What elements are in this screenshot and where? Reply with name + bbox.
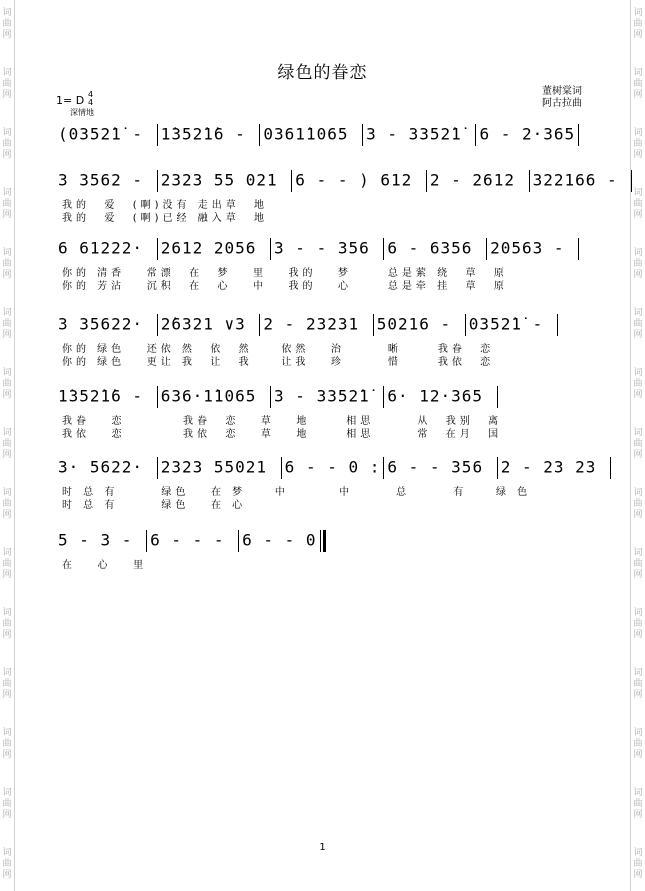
measure: 3 35622· [58, 314, 154, 334]
watermark-char: 网 [2, 450, 12, 460]
bar-line [362, 124, 363, 146]
watermark-block [0, 548, 14, 581]
bar-line [383, 238, 384, 260]
bar-line [157, 170, 158, 192]
watermark-char: 网 [2, 690, 12, 700]
watermark-char: 曲 [2, 559, 12, 569]
watermark-char: 曲 [633, 319, 643, 329]
watermark-char: 词 [2, 248, 12, 258]
watermark-char: 曲 [2, 259, 12, 269]
measure: 0352̇1̇ - [468, 314, 554, 334]
measure: 6 - - - [150, 530, 236, 550]
watermark-char: 曲 [2, 79, 12, 89]
bar-line [270, 238, 271, 260]
watermark-block [0, 128, 14, 161]
watermark-char: 网 [633, 270, 643, 280]
lyric-line: 我依 恋 我依 恋 草 地 相思 常 在月 国 [62, 429, 503, 440]
bar-line [497, 457, 498, 479]
watermark-char: 词 [633, 608, 643, 618]
watermark-char: 网 [2, 510, 12, 520]
watermark-block [631, 188, 645, 221]
watermark-char: 词 [2, 728, 12, 738]
bar-line [157, 386, 158, 408]
bar-line [157, 457, 158, 479]
notation-line [58, 457, 608, 479]
measure: 50216 - [376, 314, 462, 334]
watermark-char: 曲 [633, 199, 643, 209]
lyric-line: 你的 绿色 还依 然 依 然 依然 治 晰 我眷 恋 [62, 344, 495, 355]
lyric-line: 你的 清香 常漂 在 梦 里 我的 梦 总是萦 绕 草 原 [62, 268, 508, 279]
watermark-char: 网 [633, 390, 643, 400]
watermark-char: 曲 [633, 499, 643, 509]
watermark-block [0, 308, 14, 341]
watermark-block [0, 368, 14, 401]
watermark-block [0, 668, 14, 701]
notation-line [58, 124, 593, 146]
watermark-char: 曲 [2, 619, 12, 629]
measure: 3 3562 - [58, 170, 154, 190]
watermark-char: 词 [2, 368, 12, 378]
watermark-char: 网 [2, 750, 12, 760]
measure: 6 - 6356 [387, 238, 484, 258]
watermark-block [631, 788, 645, 821]
watermark-block [631, 608, 645, 641]
watermark-char: 曲 [2, 739, 12, 749]
watermark-char: 曲 [2, 139, 12, 149]
bar-line [320, 530, 326, 552]
watermark-char: 网 [633, 630, 643, 640]
bar-line [631, 170, 632, 192]
watermark-char: 词 [2, 788, 12, 798]
notation-line [58, 238, 593, 260]
bar-line [465, 314, 466, 336]
time-signature-bottom: 4 [88, 98, 94, 107]
bar-line [497, 386, 498, 408]
bar-line [529, 170, 530, 192]
bar-line [578, 238, 579, 260]
measure: 2̇6321 ∨3 [160, 314, 257, 334]
watermark-char: 网 [2, 570, 12, 580]
bar-line [291, 170, 292, 192]
watermark-char: 词 [633, 428, 643, 438]
lyric-line: 时 总 有 绿色 在 梦 中 中 总 有 绿 色 [62, 487, 532, 498]
watermark-char: 网 [633, 750, 643, 760]
lyric-line: 我的 爱 (啊)已经 融入草 地 [62, 213, 269, 224]
watermark-block [631, 128, 645, 161]
measure: 6 - - 0 [242, 530, 317, 550]
notation-line [58, 170, 629, 192]
bar-line [557, 314, 558, 336]
measure: 1̇352̇1̇6 - [160, 124, 257, 144]
watermark-char: 词 [633, 8, 643, 18]
watermark-block [0, 788, 14, 821]
watermark-char: 网 [633, 690, 643, 700]
time-signature [88, 91, 93, 107]
watermark-block [631, 248, 645, 281]
notation-line [58, 314, 593, 336]
watermark-char: 曲 [633, 859, 643, 869]
measure: 3 - - 356 [274, 238, 381, 258]
song-title: 绿色的眷恋 [277, 63, 368, 83]
watermark-char: 词 [633, 68, 643, 78]
watermark-char: 曲 [633, 439, 643, 449]
lyric-line: 我眷 恋 我眷 恋 草 地 相思 从 我别 离 [62, 416, 503, 427]
measure: 2 - 23 23 [500, 457, 608, 477]
measure: 2612 2056 [160, 238, 268, 258]
watermark-char: 曲 [2, 679, 12, 689]
watermark-block [631, 368, 645, 401]
watermark-block [631, 548, 645, 581]
bar-line [270, 386, 271, 408]
watermark-char: 网 [2, 30, 12, 40]
watermark-block [0, 188, 14, 221]
lyricist-credit: 董树棠词 [542, 86, 582, 97]
measure: 6 61222· [58, 238, 154, 258]
bar-line [610, 457, 611, 479]
watermark-block [0, 728, 14, 761]
measure: 6 - - ) 612 [295, 170, 423, 190]
watermark-char: 词 [2, 608, 12, 618]
watermark-char: 曲 [633, 799, 643, 809]
watermark-char: 网 [633, 450, 643, 460]
watermark-char: 词 [2, 488, 12, 498]
watermark-block [0, 608, 14, 641]
bar-line [426, 170, 427, 192]
watermark-char: 网 [633, 210, 643, 220]
notation-line [58, 530, 593, 552]
watermark-char: 曲 [2, 439, 12, 449]
watermark-char: 曲 [633, 379, 643, 389]
watermark-char: 曲 [633, 79, 643, 89]
watermark-block [631, 8, 645, 41]
watermark-char: 网 [2, 270, 12, 280]
watermark-char: 词 [2, 188, 12, 198]
watermark-char: 曲 [633, 559, 643, 569]
watermark-char: 网 [633, 90, 643, 100]
measure: 5 - 3 - [58, 530, 144, 550]
watermark-char: 网 [2, 330, 12, 340]
watermark-block [631, 488, 645, 521]
watermark-char: 网 [633, 150, 643, 160]
watermark-block [631, 428, 645, 461]
measure: 6 - - 356 [387, 457, 494, 477]
tempo-marking: 深情地 [70, 108, 94, 117]
measure: (0352̇1̇ - [58, 124, 154, 144]
watermark-char: 网 [2, 870, 12, 880]
watermark-char: 词 [633, 308, 643, 318]
bar-line [475, 124, 476, 146]
measure: 3· 5622· [58, 457, 154, 477]
watermark-char: 词 [633, 128, 643, 138]
watermark-char: 曲 [2, 499, 12, 509]
credits [542, 86, 582, 110]
watermark-char: 词 [2, 548, 12, 558]
watermark-char: 曲 [633, 139, 643, 149]
watermark-char: 词 [633, 188, 643, 198]
watermark-char: 曲 [2, 19, 12, 29]
watermark-char: 曲 [2, 379, 12, 389]
bar-line [281, 457, 282, 479]
bar-line [157, 314, 158, 336]
lyric-line: 在 心 里 [62, 560, 148, 571]
watermark-char: 网 [633, 810, 643, 820]
watermark-char: 网 [633, 570, 643, 580]
watermark-char: 网 [2, 630, 12, 640]
composer-credit: 阿古拉曲 [542, 98, 582, 109]
lyric-line: 你的 绿色 更让 我 让 我 让我 珍 惜 我依 恋 [62, 357, 495, 368]
watermark-char: 词 [2, 68, 12, 78]
watermark-char: 词 [2, 308, 12, 318]
watermark-char: 词 [633, 488, 643, 498]
measure: 20563 - [490, 238, 576, 258]
watermark-block [631, 728, 645, 761]
measure: 2323 55 021 [160, 170, 289, 190]
bar-line [259, 314, 260, 336]
watermark-char: 词 [633, 368, 643, 378]
watermark-char: 词 [2, 428, 12, 438]
measure: 3 - 3352̇1̇ [366, 124, 473, 144]
lyric-line: 我的 爱 (啊)没有 走出草 地 [62, 200, 269, 211]
watermark-char: 网 [2, 90, 12, 100]
bar-line [259, 124, 260, 146]
watermark-char: 网 [633, 30, 643, 40]
bar-line [486, 238, 487, 260]
watermark-char: 曲 [2, 859, 12, 869]
measure: 322166 - [532, 170, 629, 190]
watermark-char: 曲 [2, 319, 12, 329]
bar-line [238, 530, 239, 552]
watermark-char: 词 [2, 668, 12, 678]
watermark-char: 曲 [633, 739, 643, 749]
watermark-char: 词 [633, 248, 643, 258]
watermark-char: 曲 [2, 199, 12, 209]
watermark-char: 词 [2, 848, 12, 858]
bar-line [146, 530, 147, 552]
measure: 2323 55021 [160, 457, 278, 477]
watermark-block [0, 428, 14, 461]
watermark-char: 词 [633, 548, 643, 558]
notation-line [58, 386, 593, 408]
bar-line [578, 124, 579, 146]
bar-line [383, 457, 384, 479]
watermark-char: 曲 [633, 259, 643, 269]
bar-line [157, 124, 158, 146]
watermark-char: 词 [633, 788, 643, 798]
time-signature-top: 4 [88, 90, 94, 99]
watermark-block [0, 248, 14, 281]
key-signature: 1= D [56, 94, 85, 107]
page-number: 1 [319, 842, 326, 853]
watermark-char: 曲 [633, 679, 643, 689]
watermark-char: 网 [2, 390, 12, 400]
watermark-char: 网 [2, 810, 12, 820]
bar-line [383, 386, 384, 408]
measure: 6· 12·365 [387, 386, 494, 406]
measure: 3 - 3352̇1̇ [274, 386, 381, 406]
watermark-char: 网 [2, 210, 12, 220]
watermark-char: 词 [2, 128, 12, 138]
watermark-char: 网 [2, 150, 12, 160]
measure: 0361̇1065 [263, 124, 360, 144]
watermark-block [0, 8, 14, 41]
watermark-char: 曲 [633, 19, 643, 29]
bar-line [157, 238, 158, 260]
watermark-char: 网 [633, 510, 643, 520]
measure: 636·1̇1065 [160, 386, 268, 406]
watermark-block [631, 668, 645, 701]
watermark-char: 词 [2, 8, 12, 18]
bar-line [373, 314, 374, 336]
measure: 6 - 2·365 [479, 124, 576, 144]
watermark-block [631, 308, 645, 341]
measure: 2 - 2612 [429, 170, 526, 190]
watermark-char: 曲 [633, 619, 643, 629]
lyric-line: 你的 芳沾 沉积 在 心 中 我的 心 总是牵 挂 草 原 [62, 281, 508, 292]
measure: 1̇352̇1̇6 - [58, 386, 154, 406]
watermark-char: 网 [633, 330, 643, 340]
watermark-char: 网 [633, 870, 643, 880]
watermark-block [0, 488, 14, 521]
watermark-char: 词 [633, 848, 643, 858]
watermark-char: 词 [633, 668, 643, 678]
watermark-char: 词 [633, 728, 643, 738]
watermark-char: 曲 [2, 799, 12, 809]
measure: 6 - - 0 : [284, 457, 381, 477]
lyric-line: 时 总 有 绿色 在 心 [62, 500, 247, 511]
measure: 2 - 23231 [263, 314, 370, 334]
